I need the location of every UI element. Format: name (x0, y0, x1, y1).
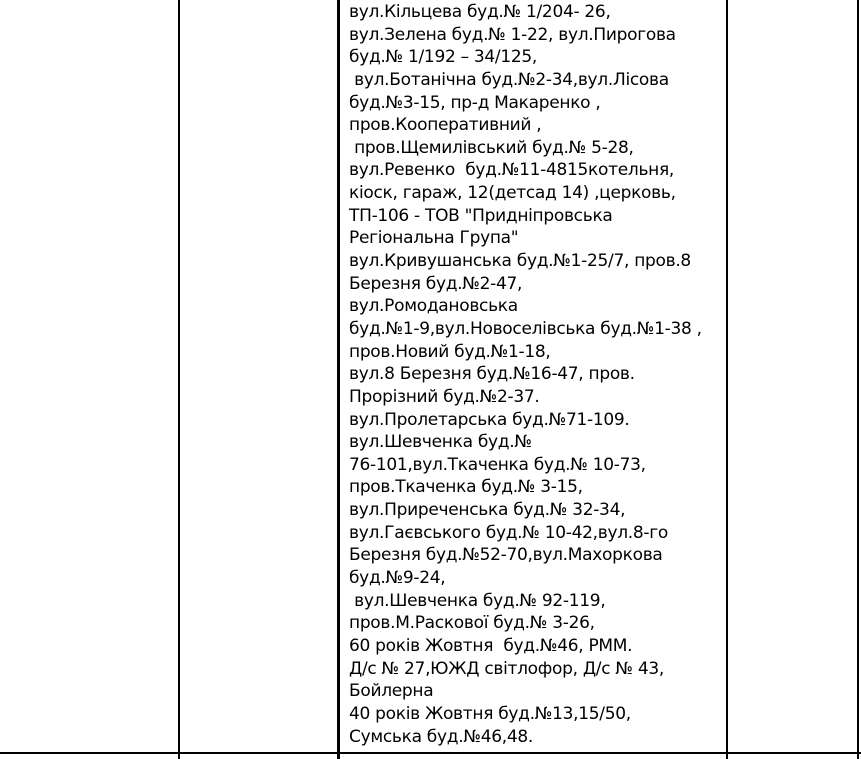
table-cell-empty-4 (728, 0, 857, 759)
address-line: буд.№ 1/192 – 34/125, (349, 47, 537, 68)
table-cell-addresses (340, 0, 726, 759)
address-line: Березня буд.№52-70,вул.Махоркова (349, 545, 663, 566)
table-border-vertical-right (857, 0, 859, 759)
table-border-vertical-1 (178, 0, 180, 759)
address-line: 40 років Жовтня буд.№13,15/50, (349, 703, 631, 724)
address-line: Сумська буд.№46,48. (349, 726, 533, 747)
address-line: вул.Пролетарська буд.№71-109. (349, 409, 630, 430)
address-line: Березня буд.№2-47, (349, 273, 523, 294)
address-line: буд.№1-9,вул.Новоселівська буд.№1-38 , (349, 318, 702, 339)
table-border-row-bottom (0, 752, 861, 754)
address-line: вул.Кривушанська буд.№1-25/7, пров.8 (349, 251, 691, 272)
address-line: 60 років Жовтня буд.№46, РММ. (349, 635, 633, 656)
address-line: Регіональна Група" (349, 228, 519, 249)
address-line: пров.Кооперативний , (349, 115, 542, 136)
address-line: вул.Ботанічна буд.№2-34,вул.Лісова (349, 69, 669, 90)
address-line: Д/с № 27,ЮЖД світлофор, Д/с № 43, (349, 658, 665, 679)
address-line: Прорізний буд.№2-37. (349, 386, 540, 407)
address-line: вул.Шевченка буд.№ (349, 432, 532, 453)
address-line: буд.№9-24, (349, 568, 446, 589)
table-cell-empty-2 (180, 0, 337, 759)
address-line: вул.Шевченка буд.№ 92-119, (349, 590, 606, 611)
table-border-vertical-3 (726, 0, 728, 759)
address-line: 76-101,вул.Ткаченка буд.№ 10-73, (349, 454, 646, 475)
address-line: вул.Ревенко буд.№11-4815котельня, (349, 160, 675, 181)
address-line: вул.Зелена буд.№ 1-22, вул.Пирогова (349, 24, 676, 45)
address-line: буд.№3-15, пр-д Макаренко , (349, 92, 601, 113)
address-line: вул.Гаєвського буд.№ 10-42,вул.8-го (349, 522, 668, 543)
address-line: пров.Ткаченка буд.№ 3-15, (349, 477, 583, 498)
address-line: ТП-106 - ТОВ "Придніпровська (349, 205, 613, 226)
address-line: пров.М.Раскової буд.№ 3-26, (349, 613, 595, 634)
address-line: вул.Приреченська буд.№ 32-34, (349, 500, 626, 521)
table-cell-empty-1 (0, 0, 178, 759)
table-border-vertical-2 (337, 0, 340, 759)
address-line: пров.Щемилівський буд.№ 5-28, (349, 137, 634, 158)
address-line: вул.8 Березня буд.№16-47, пров. (349, 364, 635, 385)
address-line: вул.Ромодановська (349, 296, 518, 317)
address-line: вул.Кільцева буд.№ 1/204- 26, (349, 2, 611, 22)
address-line: кіоск, гараж, 12(детсад 14) ,церковь, (349, 183, 676, 204)
address-line: пров.Новий буд.№1-18, (349, 341, 551, 362)
address-line: Бойлерна (349, 681, 434, 702)
